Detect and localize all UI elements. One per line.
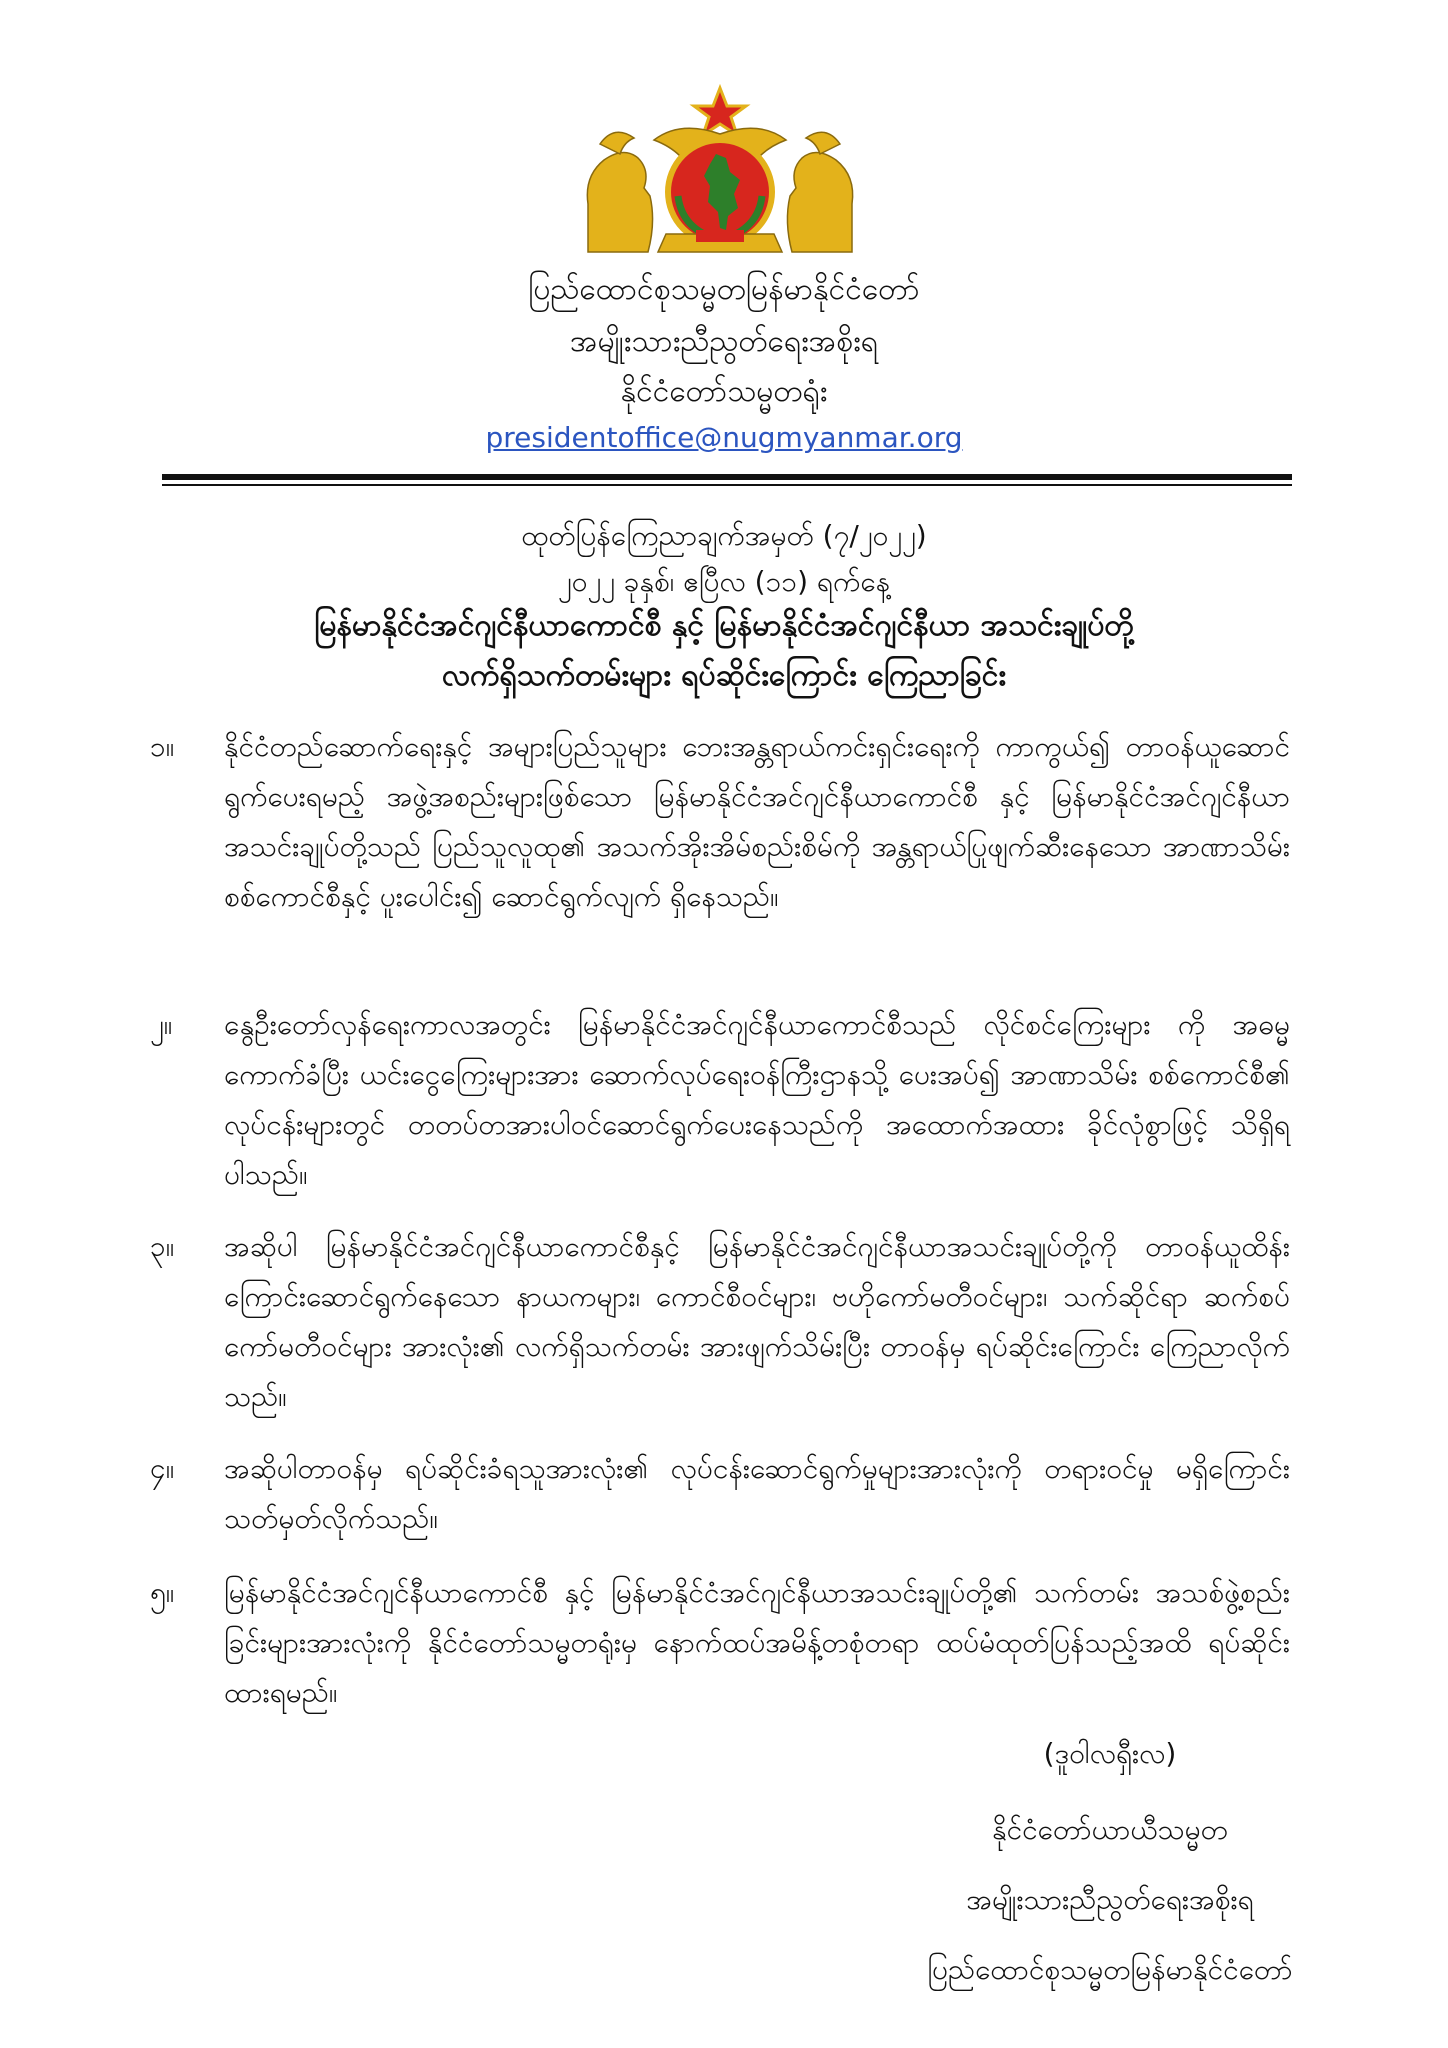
paragraph-2 — [150, 1000, 1290, 1200]
country-name: ပြည်ထောင်စုသမ္မတမြန်မာနိုင်ငံတော် — [528, 272, 920, 307]
paragraph-3 — [150, 1222, 1290, 1422]
paragraph-text: နိုင်ငံတည်ဆောက်ရေးနှင့် အများပြည်သူများ ဘေးအန္တရာယ်ကင်းရှင်းရေးကို ကာကွယ်၍ တာဝန်ယူဆောင်ရွက်ပေးရမည့် အဖွဲ့အစည်းများဖြစ်သော မြန်မာနိုင်ငံအင်ဂျင်နီယာကောင်စီ နှင့် မြန်မာနိုင်ငံအင်ဂျင်နီယာအသင်းချုပ်တို့သည် ပြည်သူလူထု၏ အသက်အိုးအိမ်စည်းစိမ်ကို အန္တရာယ်ပြုဖျက်ဆီးနေသော အာဏာသိမ်းစစ်ကောင်စီနှင့် ပူးပေါင်း၍ ဆောင်ရွက်လျက် ရှိနေသည်။ — [224, 730, 1290, 913]
paragraph-number: ၁။ — [150, 730, 175, 763]
paragraph-number: ၃။ — [150, 1230, 175, 1263]
paragraph-text: မြန်မာနိုင်ငံအင်ဂျင်နီယာကောင်စီ နှင့် မြန်မာနိုင်ငံအင်ဂျင်နီယာအသင်းချုပ်တို့၏ သက်တမ်း အသစ်ဖွဲ့စည်းခြင်းများအားလုံးကို နိုင်ငံတော်သမ္မတရုံးမှ နောက်ထပ်အမိန့်တစုံတရာ ထပ်မံထုတ်ပြန်သည့်အထိ ရပ်ဆိုင်းထားရမည်။ — [224, 1576, 1290, 1709]
paragraph-text: အဆိုပါတာဝန်မှ ရပ်ဆိုင်းခံရသူအားလုံး၏ လုပ်ငန်းဆောင်ရွက်မှုများအားလုံးကို တရားဝင်မှု မရှိကြောင်း သတ်မှတ်လိုက်သည်။ — [224, 1452, 1290, 1535]
paragraph-text: အဆိုပါ မြန်မာနိုင်ငံအင်ဂျင်နီယာကောင်စီနှင့် မြန်မာနိုင်ငံအင်ဂျင်နီယာအသင်းချုပ်တို့ကို တာဝန်ယူထိန်းကြောင်းဆောင်ရွက်နေသော နာယကများ၊ ကောင်စီဝင်များ၊ ဗဟိုကော်မတီဝင်များ၊ သက်ဆိုင်ရာ ဆက်စပ်ကော်မတီဝင်များ အားလုံး၏ လက်ရှိသက်တမ်း အားဖျက်သိမ်းပြီး တာဝန်မှ ရပ်ဆိုင်းကြောင်း ကြေညာလိုက်သည်။ — [224, 1230, 1290, 1413]
government-name: အမျိုးသားညီညွတ်ရေးအစိုးရ — [570, 324, 878, 359]
notice-reference: ထုတ်ပြန်ကြေညာချက်အမှတ် (၇/၂၀၂၂) — [521, 519, 927, 552]
header-divider — [162, 474, 1292, 480]
signatory-country: ပြည်ထောင်စုသမ္မတမြန်မာနိုင်ငံတော် — [927, 1953, 1293, 1986]
paragraph-text: နွေဦးတော်လှန်ရေးကာလအတွင်း မြန်မာနိုင်ငံအင်ဂျင်နီယာကောင်စီသည် လိုင်စင်ကြေးများ ကို အဓမ္မကောက်ခံပြီး ယင်းငွေကြေးများအား ဆောက်လုပ်ရေးဝန်ကြီးဌာနသို့ ပေးအပ်၍ အာဏာသိမ်း စစ်ကောင်စီ၏ လုပ်ငန်းများတွင် တတပ်တအားပါဝင်ဆောင်ရွက်ပေးနေသည်ကို အထောက်အထား ခိုင်လုံစွာဖြင့် သိရှိရပါသည်။ — [224, 1008, 1290, 1191]
paragraph-number: ၅။ — [150, 1576, 175, 1609]
paragraph-5 — [150, 1568, 1290, 1718]
paragraph-1 — [150, 722, 1290, 922]
notice-title-line-2: လက်ရှိသက်တမ်းများ ရပ်ဆိုင်းကြောင်း ကြေညာခြင်း — [442, 658, 1006, 693]
state-seal-icon — [570, 84, 870, 260]
notice-date: ၂၀၂၂ ခုနှစ်၊ ဧပြီလ (၁၁) ရက်နေ့ — [557, 565, 891, 598]
signatory-name: (ဒူဝါလရှီးလ) — [1043, 1737, 1177, 1770]
paragraph-number: ၂။ — [150, 1008, 173, 1041]
header-divider-thin — [162, 484, 1292, 486]
notice-title-line-1: မြန်မာနိုင်ငံအင်ဂျင်နီယာကောင်စီ နှင့် မြန်မာနိုင်ငံအင်ဂျင်နီယာ အသင်းချုပ်တို့ — [314, 608, 1134, 643]
signatory-organization: အမျိုးသားညီညွတ်ရေးအစိုးရ — [966, 1883, 1254, 1916]
paragraph-4 — [150, 1444, 1290, 1544]
signatory-title: နိုင်ငံတော်ယာယီသမ္မတ — [992, 1813, 1228, 1846]
office-name: နိုင်ငံတော်သမ္မတရုံး — [620, 374, 828, 409]
email-link[interactable]: presidentoffice@nugmyanmar.org — [485, 421, 963, 454]
paragraph-number: ၄။ — [150, 1452, 175, 1485]
